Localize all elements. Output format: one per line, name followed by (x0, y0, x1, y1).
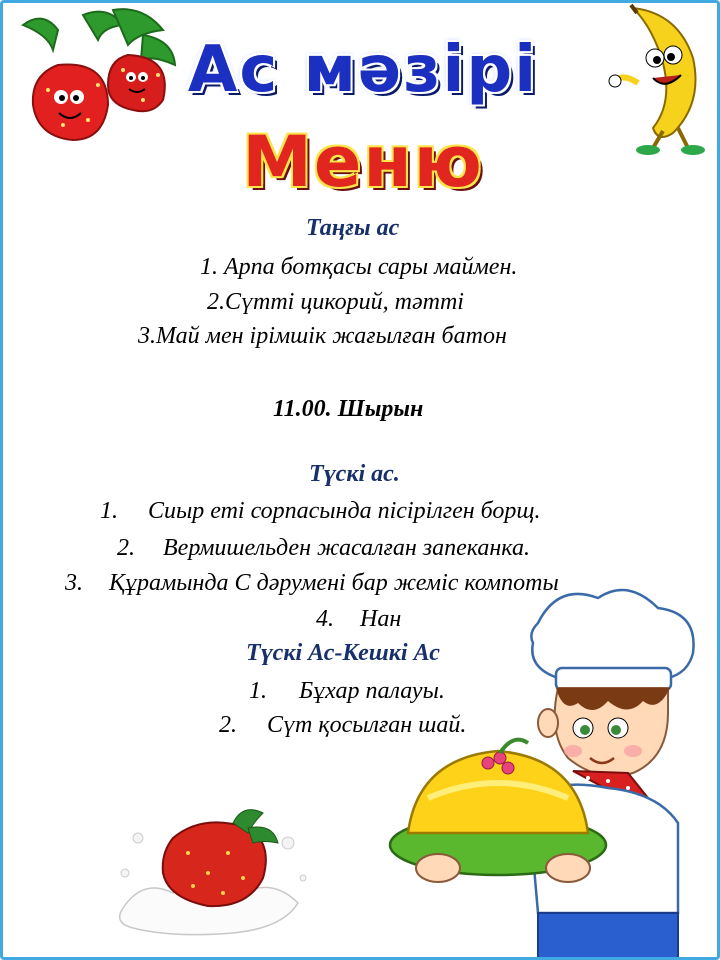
breakfast-heading: Таңғы ас (306, 215, 400, 241)
breakfast-item-2: 2.Сүтті цикорий, тәтті (207, 289, 464, 315)
title-line-2: Меню (242, 121, 484, 203)
snack-line: 11.00. Шырын (273, 396, 424, 422)
breakfast-item-3: 3.Май мен ірімшік жағылған батон (138, 323, 507, 349)
list-item-text: Бұхар палауы. (299, 678, 445, 704)
milk-splash-strawberry-icon (113, 798, 313, 948)
list-number: 3. (65, 570, 83, 596)
list-number: 2. (117, 535, 135, 561)
list-item-text: Вермишельден жасалған запеканка. (163, 535, 530, 561)
title-line-1: Ас мәзірі (187, 33, 539, 107)
list-item-text: Сүт қосылған шай. (267, 712, 467, 738)
lunch-heading: Түскі ас. (309, 461, 400, 487)
lunch-item-2 (117, 535, 530, 562)
lunch-item-1 (100, 498, 541, 525)
list-number: 4. (316, 606, 334, 632)
breakfast-item-1: 1. Арпа ботқасы сары маймен. (200, 254, 518, 280)
list-item-text: Нан (360, 606, 402, 632)
dinner-heading: Түскі Ас-Кешкі Ас (246, 640, 440, 666)
chef-icon (378, 583, 713, 958)
list-item-text: Сиыр еті сорпасында пісірілген борщ. (148, 498, 541, 524)
list-number: 1. (100, 498, 118, 524)
list-number: 2. (219, 712, 237, 738)
list-item-text: Құрамында С дәрумені бар жеміс компоты (109, 570, 559, 596)
list-number: 1. (249, 678, 267, 704)
